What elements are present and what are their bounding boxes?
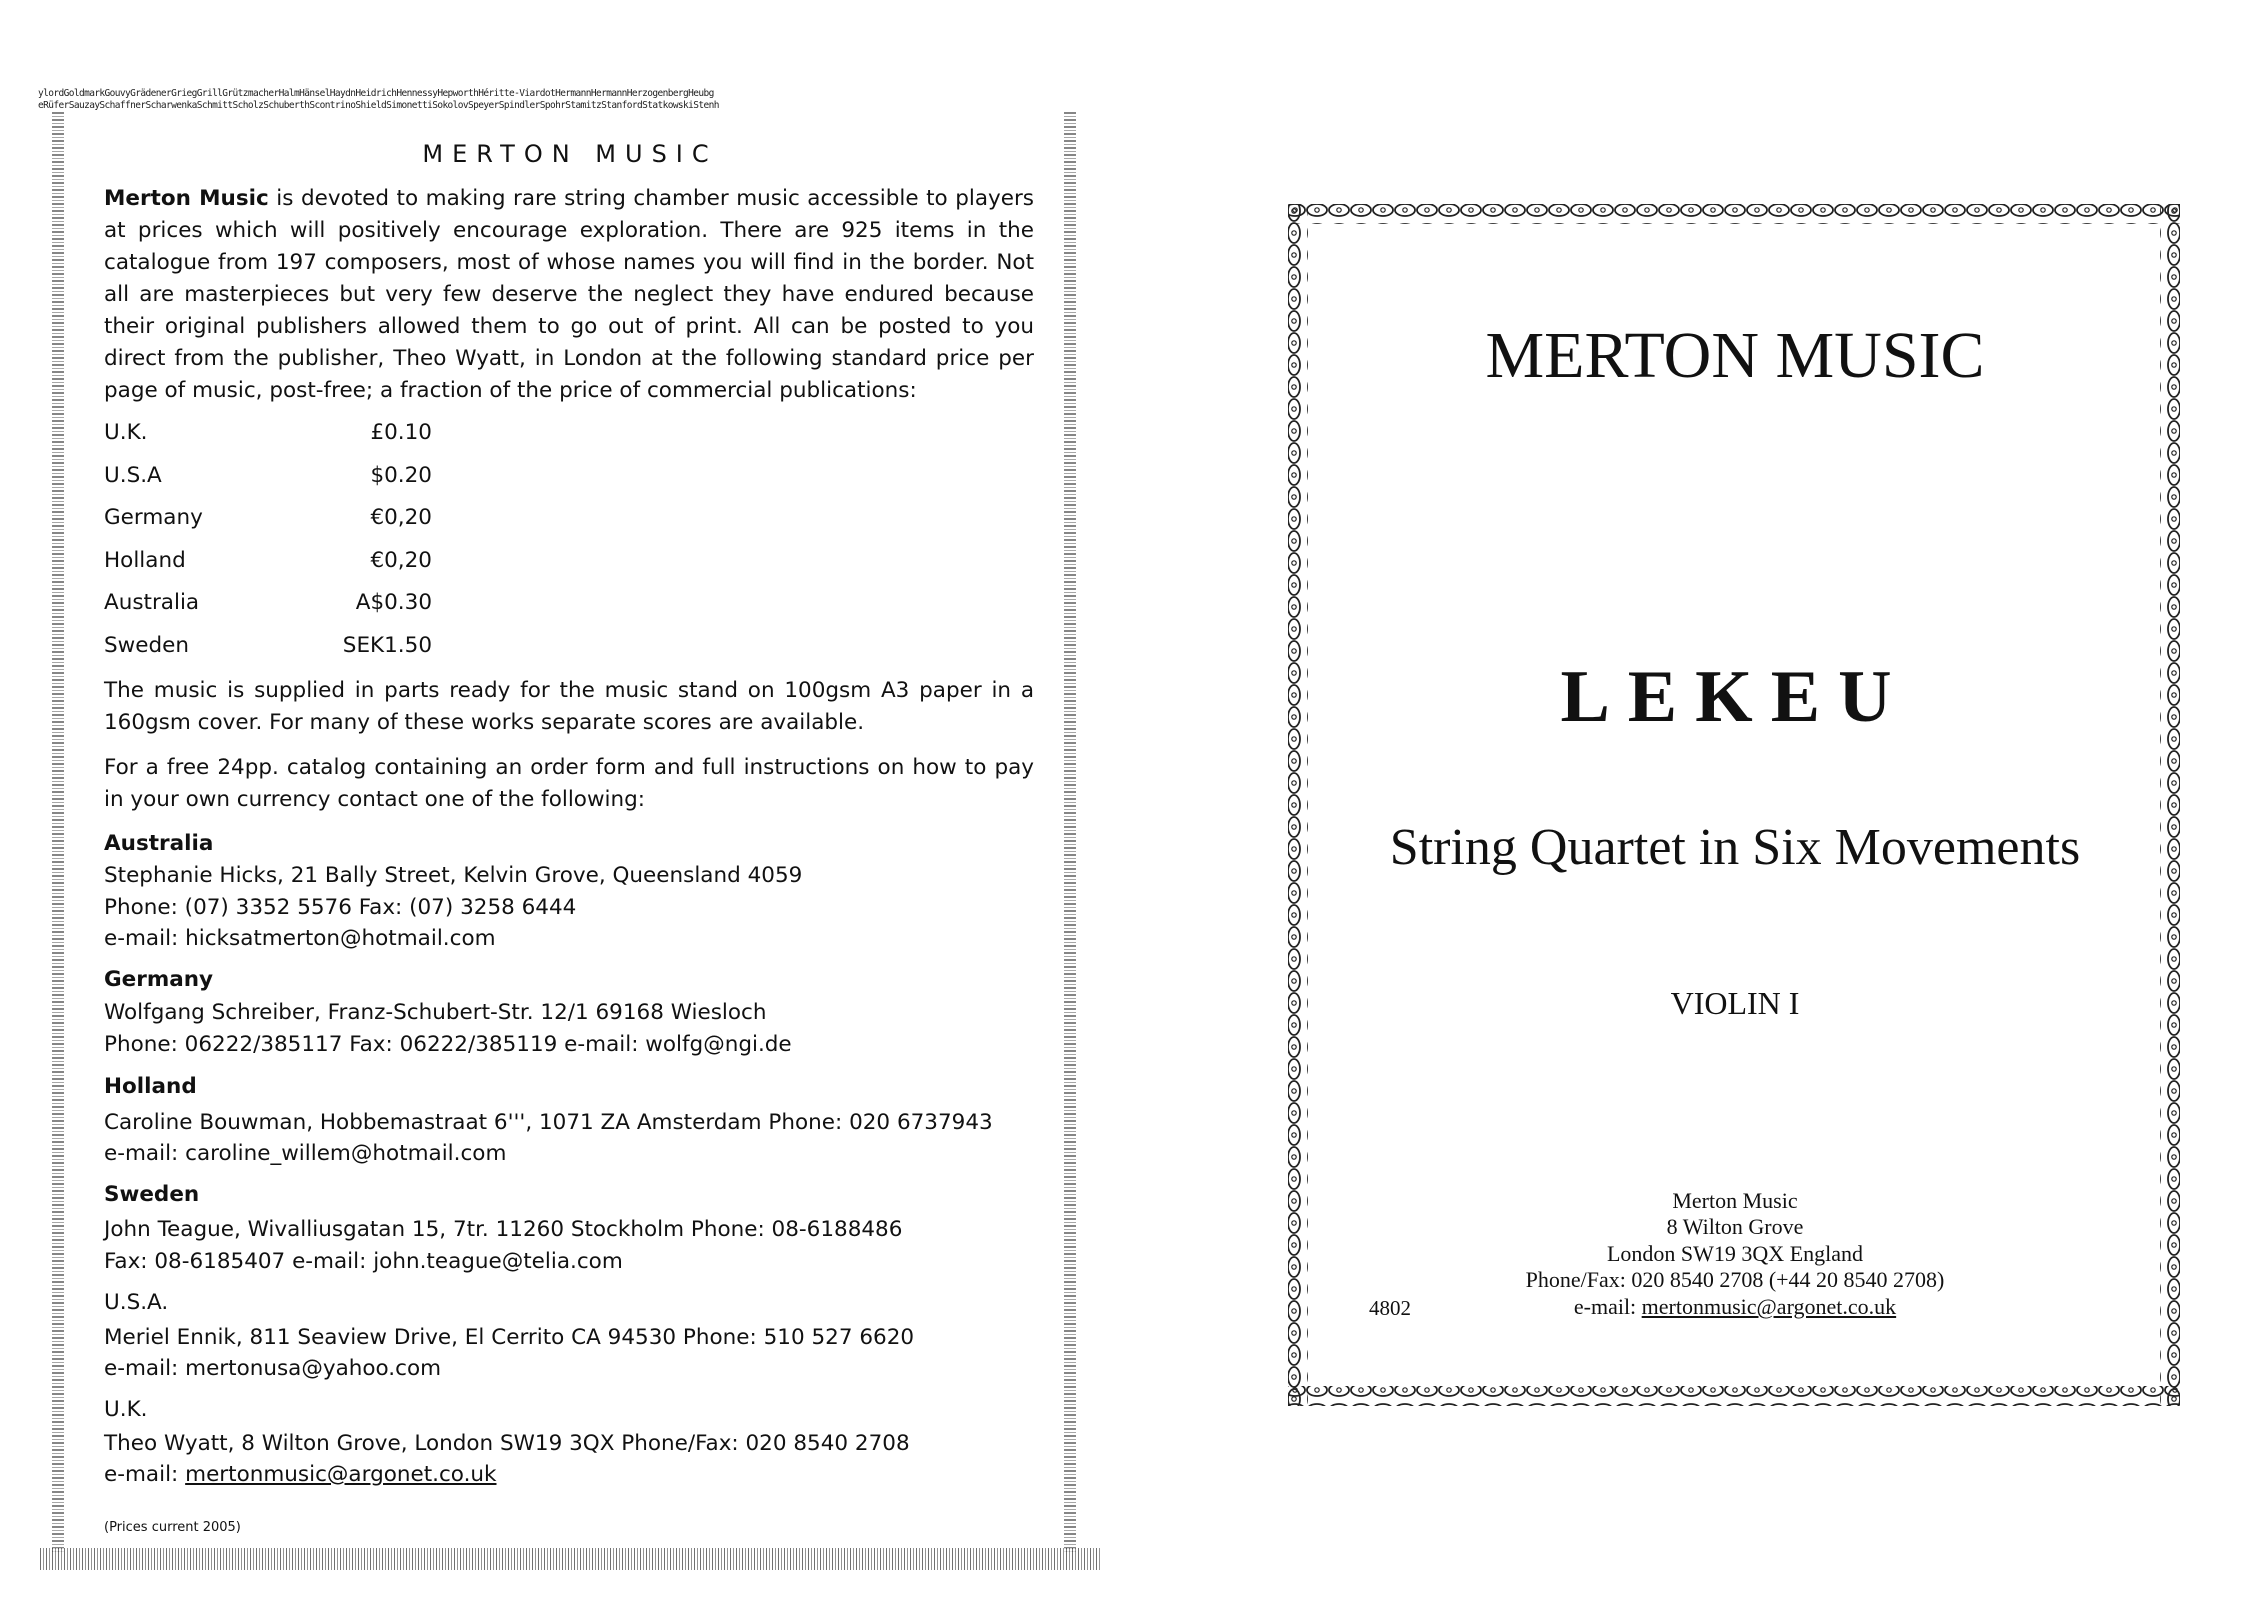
catalog-number: 4802	[1369, 1296, 1411, 1320]
intro-text: is devoted to making rare string chamber music accessible to players	[268, 186, 1034, 211]
contact-line: Wolfgang Schreiber, Franz-Schubert-Str. 12/1 69168 Wiesloch	[104, 1000, 767, 1025]
contact-line: Caroline Bouwman, Hobbemastraat 6''', 1071 ZA Amsterdam Phone: 020 6737943	[104, 1110, 993, 1135]
address-line: 8 Wilton Grove	[1666, 1214, 1804, 1239]
work-title: String Quartet in Six Movements	[1389, 819, 2081, 876]
contact-country: Germany	[104, 967, 214, 992]
contact-country: U.K.	[104, 1397, 148, 1422]
contact-line: Fax: 08-6185407 e-mail: john.teague@telia.com	[104, 1249, 623, 1274]
catalog-line: in your own currency contact one of the following:	[104, 787, 646, 812]
price-value: SEK1.50	[342, 633, 432, 658]
contact-country: Sweden	[104, 1182, 200, 1207]
publisher-title: MERTON MUSIC	[1485, 319, 1985, 392]
composer-border-bottom	[40, 1548, 1100, 1570]
intro-line: page of music, post-free; a fraction of the price of commercial publications:	[104, 378, 917, 403]
contact-line: Meriel Ennik, 811 Seaview Drive, El Cerrito CA 94530 Phone: 510 527 6620	[104, 1325, 915, 1350]
supply-line: 160gsm cover. For many of these works separate scores are available.	[104, 710, 865, 735]
composer-border-top-1: ylordGoldmarkGouvyGrädenerGriegGrillGrützmacherHalmHänselHaydnHeidrichHennessyHepworthHéritte-ViardotHermannHermannHerzogenbergHeubg	[38, 88, 714, 99]
catalog-line: For a free 24pp. catalog containing an order form and full instructions on how to pay	[104, 755, 1034, 780]
contact-country: U.S.A.	[104, 1290, 169, 1315]
contact-line: John Teague, Wivalliusgatan 15, 7tr. 11260 Stockholm Phone: 08-6188486	[104, 1217, 903, 1242]
intro-line: at prices which will positively encourage exploration. There are 925 items in the	[104, 218, 1034, 243]
contact-country: Holland	[104, 1074, 197, 1099]
chain-border-top	[1288, 204, 2180, 224]
contact-line: Phone: (07) 3352 5576 Fax: (07) 3258 6444	[104, 895, 577, 920]
price-value: A$0.30	[355, 590, 432, 615]
phone-fax-line: Phone/Fax: 020 8540 2708 (+44 20 8540 2708)	[1525, 1267, 1945, 1292]
price-country: U.S.A	[104, 463, 162, 488]
contact-line: Theo Wyatt, 8 Wilton Grove, London SW19 3QX Phone/Fax: 020 8540 2708	[104, 1431, 910, 1456]
contact-email: e-mail: caroline_willem@hotmail.com	[104, 1141, 507, 1166]
price-value: €0,20	[370, 548, 432, 573]
contact-line: Stephanie Hicks, 21 Bally Street, Kelvin Grove, Queensland 4059	[104, 863, 803, 888]
intro-line: their original publishers allowed them to go out of print. All can be posted to you	[104, 314, 1034, 339]
contact-country: Australia	[104, 831, 214, 856]
price-country: Australia	[104, 590, 200, 615]
intro-line: direct from the publisher, Theo Wyatt, in London at the following standard price per	[104, 346, 1034, 371]
email-label: e-mail:	[1573, 1294, 1642, 1319]
brand-name: Merton Music	[104, 186, 269, 211]
price-value: €0,20	[370, 505, 432, 530]
contact-email: e-mail: hicksatmerton@hotmail.com	[104, 926, 496, 951]
intro-line: catalogue from 197 composers, most of whose names you will find in the border. Not	[104, 250, 1034, 275]
chain-border-bottom	[1288, 1386, 2180, 1406]
composer-name: LEKEU	[1560, 656, 1910, 738]
address-line: London SW19 3QX England	[1606, 1241, 1864, 1266]
left-heading: MERTON MUSIC	[422, 140, 718, 168]
composer-border-top-2: eRüferSauzaySchaffnerScharwenkaSchmittScholzSchuberthScontrinoShieldSimonettiSokolovSpeyerSpindlerSpohrStamitzStanfordStatkowskiStenh	[38, 100, 719, 111]
price-value: $0.20	[370, 463, 432, 488]
price-value: £0.10	[370, 420, 432, 445]
supply-line: The music is supplied in parts ready for the music stand on 100gsm A3 paper in a	[104, 678, 1034, 703]
intro-line	[104, 186, 1034, 211]
contact-email: e-mail: mertonusa@yahoo.com	[104, 1356, 442, 1381]
composer-border-left	[52, 112, 64, 1552]
price-country: Sweden	[104, 633, 189, 658]
email-label: e-mail:	[104, 1462, 186, 1487]
price-country: Holland	[104, 548, 186, 573]
part-name: VIOLIN I	[1670, 985, 1800, 1021]
contact-line: Phone: 06222/385117 Fax: 06222/385119 e-mail: wolfg@ngi.de	[104, 1032, 792, 1057]
price-country: Germany	[104, 505, 203, 530]
email-line	[1300, 1294, 2170, 1320]
intro-line: all are masterpieces but very few deserve the neglect they have endured because	[104, 282, 1034, 307]
email-link[interactable]: mertonmusic@argonet.co.uk	[185, 1462, 497, 1487]
address-line: Merton Music	[1672, 1188, 1798, 1213]
email-link[interactable]: mertonmusic@argonet.co.uk	[1641, 1294, 1897, 1319]
prices-note: (Prices current 2005)	[104, 1520, 241, 1535]
contact-email-line	[104, 1462, 497, 1487]
price-country: U.K.	[104, 420, 148, 445]
composer-border-right	[1064, 112, 1076, 1552]
